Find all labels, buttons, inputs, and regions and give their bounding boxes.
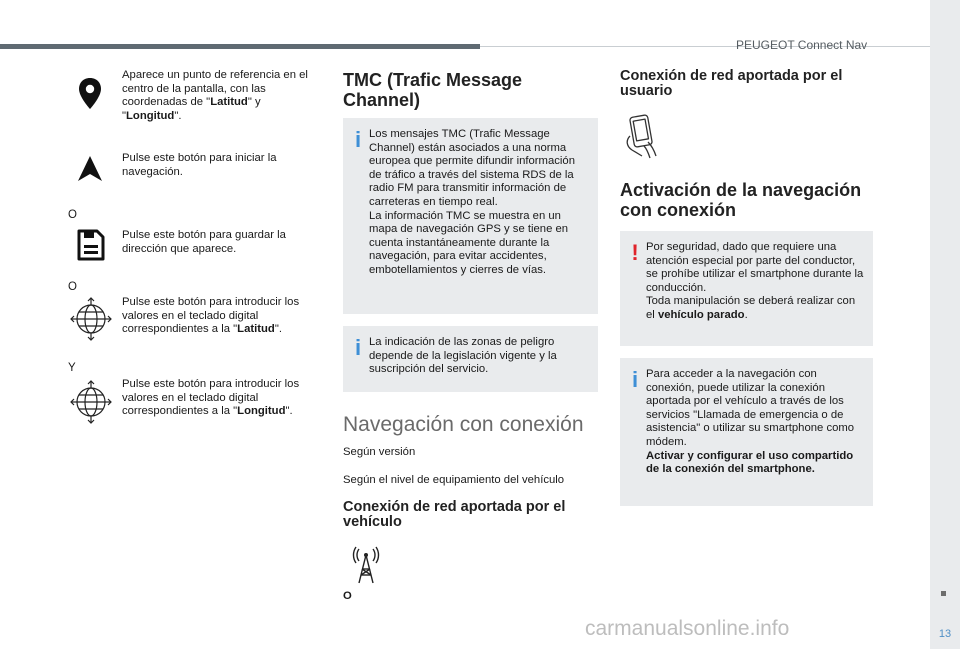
safety-warning-box bbox=[620, 231, 873, 346]
equipment-text: Según el nivel de equipamiento del vehículo bbox=[343, 474, 565, 486]
connection-info-text: Para acceder a la navegación con conexión, puede utilizar la conexión aportada por el vehículo a través de los servicios "Llamada de emergencia o de asistencia" o utilizar su smartphone como módem. Activar y configurar el uso compartido de la conexión del smartphone. bbox=[646, 368, 855, 476]
danger-zone-text: La indicación de las zonas de peligro depende de la legislación vigente y la suscripción del servicio. bbox=[369, 336, 557, 376]
info-icon: i bbox=[354, 335, 362, 360]
separator-or: O bbox=[343, 590, 352, 602]
vehicle-network-title: Conexión de red aportada por el vehículo bbox=[343, 499, 566, 530]
tmc-info-text: Los mensajes TMC (Trafic Message Channel) están asociados a una norma europea que permite difundir información de tráfico a través del sistema RDS de la radio FM para transmitir información de carreteras en tiempo real. La información TMC se muestra en un mapa de navegación GPS y se tiene en cuenta instantáneamente durante la navegación, para evitar accidentes, embotellamientos y cierres de vías. bbox=[369, 128, 575, 276]
pin-description: Aparece un punto de referencia en el centro de la pantalla, con las coordenadas de "Latitud" y "Longitud". bbox=[122, 69, 308, 122]
smartphone-icon bbox=[620, 112, 666, 162]
header-bar bbox=[0, 44, 480, 49]
longitude-description: Pulse este botón para introducir los valores en el teclado digital correspondientes a la "Longitud". bbox=[122, 378, 300, 418]
watermark: carmanualsonline.info bbox=[585, 617, 790, 640]
safety-warning-text: Por seguridad, dado que requiere una atención especial por parte del conductor, se prohíbe utilizar el smartphone durante la conducción. Toda manipulación se deberá realizar con el vehículo parado. bbox=[646, 241, 864, 321]
location-pin-icon bbox=[76, 76, 104, 112]
separator-and: Y bbox=[68, 362, 76, 374]
info-icon: i bbox=[354, 127, 362, 152]
save-address-description: Pulse este botón para guardar la dirección que aparece. bbox=[122, 229, 286, 255]
connected-navigation-title: Navegación con conexión bbox=[343, 413, 584, 436]
antenna-tower-icon bbox=[350, 545, 382, 585]
header-title: PEUGEOT Connect Nav bbox=[736, 38, 868, 52]
warning-icon: ! bbox=[631, 240, 639, 265]
save-icon[interactable] bbox=[74, 228, 106, 262]
tmc-info-box bbox=[343, 118, 598, 314]
start-navigation-description: Pulse este botón para iniciar la navegación. bbox=[122, 152, 277, 178]
latitude-description: Pulse este botón para introducir los valores en el teclado digital correspondientes a la "Latitud". bbox=[122, 296, 300, 336]
tmc-title: TMC (Trafic Message Channel) bbox=[343, 70, 523, 110]
user-network-title: Conexión de red aportada por el usuario bbox=[620, 68, 843, 99]
navigation-arrow-icon[interactable] bbox=[76, 154, 104, 184]
globe-longitude-icon[interactable] bbox=[69, 379, 113, 425]
page-edge-strip bbox=[930, 0, 960, 649]
separator-or: O bbox=[68, 209, 77, 221]
globe-latitude-icon[interactable] bbox=[69, 296, 113, 342]
danger-zone-info-box bbox=[343, 326, 598, 392]
connection-info-box bbox=[620, 358, 873, 506]
separator-or: O bbox=[68, 281, 77, 293]
info-icon: i bbox=[631, 367, 639, 392]
version-text: Según versión bbox=[343, 446, 416, 458]
page-number: 13 bbox=[938, 628, 952, 640]
activation-title: Activación de la navegación con conexión bbox=[620, 180, 862, 220]
page-end-marker bbox=[941, 591, 946, 596]
